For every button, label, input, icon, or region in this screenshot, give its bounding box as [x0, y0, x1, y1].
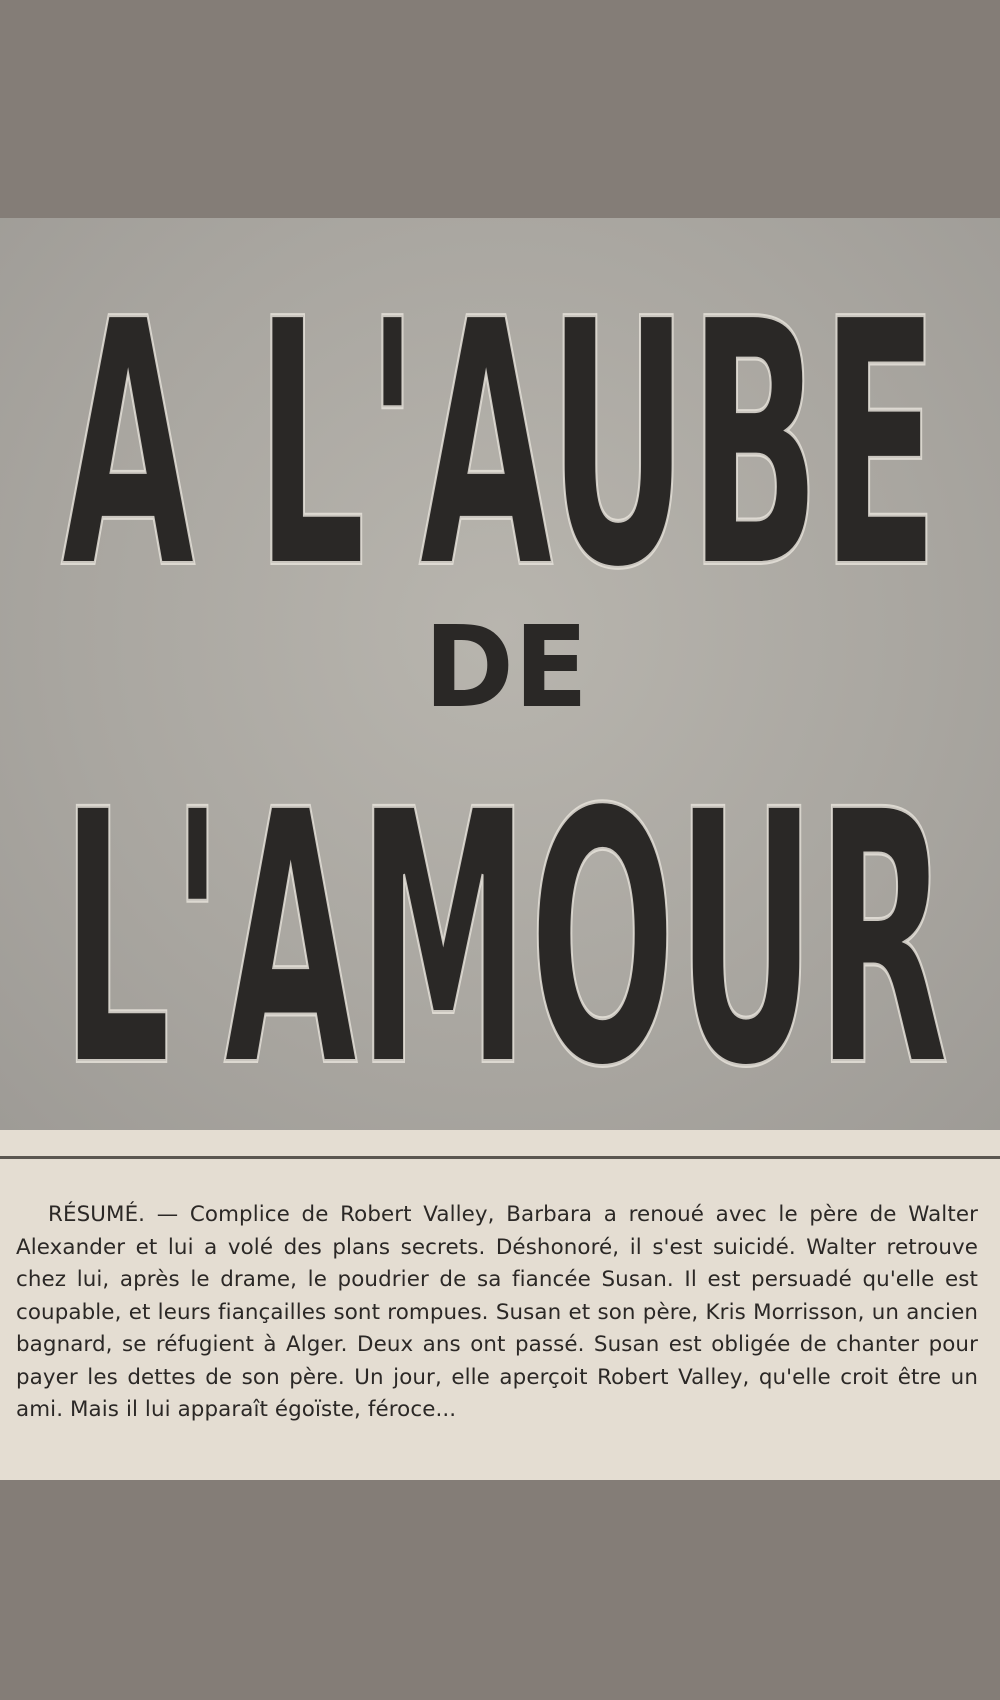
magazine-clipping: [0, 218, 1000, 1480]
title-line-1: A L'AUBE: [61, 248, 940, 644]
title-graphic: [0, 218, 1000, 1130]
title-panel: [0, 218, 1000, 1130]
title-line-1-inline: A L'AUBE: [61, 248, 940, 644]
title-line-3: L'AMOUR: [61, 736, 949, 1130]
divider-rule: [0, 1156, 1000, 1159]
title-line-2: DE: [424, 603, 588, 733]
title-line-3-inline: L'AMOUR: [61, 736, 949, 1130]
summary-paragraph: RÉSUMÉ. — Complice de Robert Valley, Barbara a renoué avec le père de Walter Alexander et lui a volé des plans secrets. Déshonoré, il s'est suicidé. Walter retrouve chez lui, après le drame, le poudrier de sa fiancée Susan. Il est persuadé qu'elle est coupable, et leurs fiançailles sont rompues. Susan et son père, Kris Morrisson, un ancien bagnard, se réfugient à Alger. Deux ans ont passé. Susan est obligée de chanter pour payer les dettes de son père. Un jour, elle aperçoit Robert Valley, qu'elle croit être un ami. Mais il lui apparaît égoïste, féroce...: [16, 1202, 978, 1423]
